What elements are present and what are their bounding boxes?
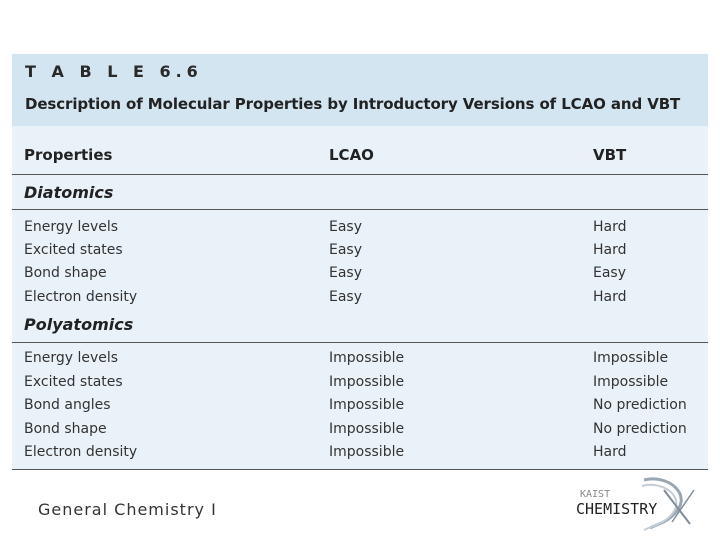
course-title: General Chemistry I: [38, 500, 217, 519]
table-cell: Impossible: [329, 397, 405, 413]
divider: [12, 342, 708, 343]
svg-text:KAIST: KAIST: [580, 489, 611, 500]
table-cell: Impossible: [329, 444, 405, 460]
column-header-vbt: VBT: [593, 146, 627, 164]
table-cell: Easy: [329, 265, 363, 281]
divider: [12, 469, 708, 470]
table-cell: Easy: [329, 289, 363, 305]
table-cell: Electron density: [24, 289, 138, 305]
table-cell: Energy levels: [24, 350, 119, 366]
table-cell: Impossible: [593, 350, 669, 366]
table-cell: Excited states: [24, 374, 123, 390]
table-label: T A B L E 6.6: [25, 62, 203, 81]
table-header: [12, 54, 708, 126]
kaist-chemistry-logo: [572, 476, 702, 536]
table-cell: Electron density: [24, 444, 138, 460]
table-cell: No prediction: [593, 421, 687, 437]
table-cell: Hard: [593, 289, 627, 305]
table-cell: Hard: [593, 444, 627, 460]
table-cell: Bond angles: [24, 397, 111, 413]
table-cell: Easy: [329, 219, 363, 235]
table-cell: Hard: [593, 242, 627, 258]
kaist-chemistry-logo-icon: [572, 476, 702, 536]
table-cell: Impossible: [593, 374, 669, 390]
table-cell: Impossible: [329, 350, 405, 366]
table-cell: Impossible: [329, 374, 405, 390]
svg-text:CHEMISTRY: CHEMISTRY: [576, 500, 658, 518]
table-cell: Easy: [329, 242, 363, 258]
column-header-lcao: LCAO: [329, 146, 374, 164]
table-cell: Impossible: [329, 421, 405, 437]
table-cell: Excited states: [24, 242, 123, 258]
table-cell: Easy: [593, 265, 627, 281]
column-header-properties: Properties: [24, 146, 113, 164]
table-cell: Bond shape: [24, 265, 107, 281]
table-cell: No prediction: [593, 397, 687, 413]
section-heading-polyatomics: Polyatomics: [24, 315, 134, 334]
section-heading-diatomics: Diatomics: [24, 183, 114, 202]
table-cell: Hard: [593, 219, 627, 235]
divider: [12, 174, 708, 175]
divider: [12, 209, 708, 210]
table-title: Description of Molecular Properties by Introductory Versions of LCAO and VBT: [25, 95, 681, 113]
table-cell: Bond shape: [24, 421, 107, 437]
table-cell: Energy levels: [24, 219, 119, 235]
